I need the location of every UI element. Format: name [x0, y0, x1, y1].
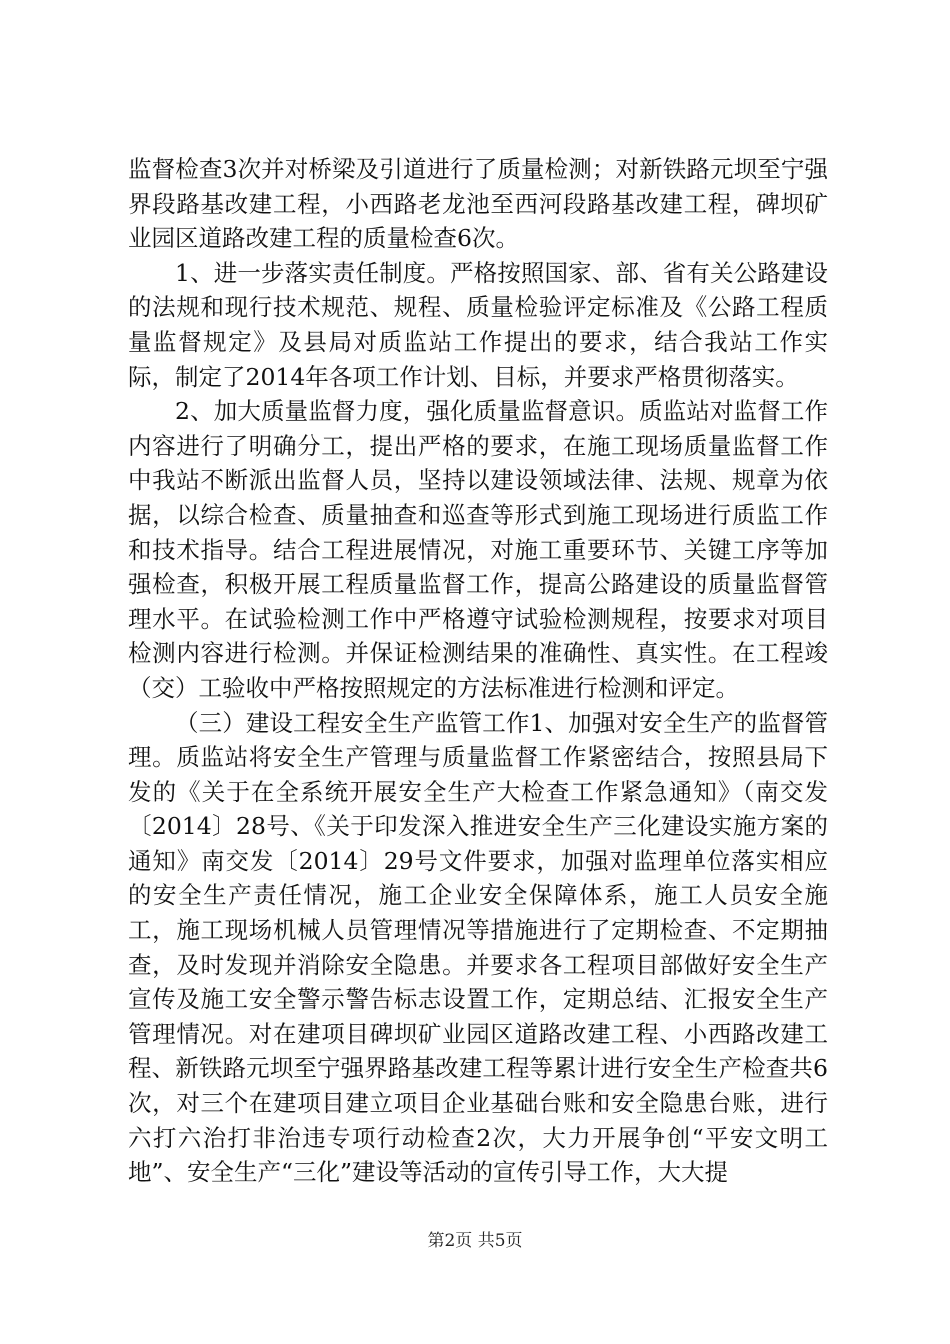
paragraph-quality-supervision: 2、加大质量监督力度，强化质量监督意识。质监站对监督工作内容进行了明确分工，提出严格的要求，在施工现场质量监督工作中我站不断派出监督人员，坚持以建设领域法律、法规、规章为依据，以综合检查、质量抽查和巡查等形式到施工现场进行质监工作和技术指导。结合工程进展情况，对施工重要环节、关键工序等加强检查，积极开展工程质量监督工作，提高公路建设的质量监督管理水平。在试验检测工作中严格遵守试验检测规程，按要求对项目检测内容进行检测。并保证检测结果的准确性、真实性。在工程竣（交）工验收中严格按照规定的方法标准进行检测和评定。 — [128, 397, 828, 702]
page-number-footer: 第2页 共5页 — [427, 1231, 523, 1251]
document-body — [128, 152, 828, 1190]
paragraph-continuation: 监督检查3次并对桥梁及引道进行了质量检测；对新铁路元坝至宁强界段路基改建工程，小西路老龙池至西河段路基改建工程，碑坝矿业园区道路改建工程的质量检查6次。 — [128, 155, 828, 253]
paragraph-responsibility: 1、进一步落实责任制度。严格按照国家、部、省有关公路建设的法规和现行技术规范、规程、质量检验评定标准及《公路工程质量监督规定》及县局对质监站工作提出的要求，结合我站工作实际，制定了2014年各项工作计划、目标，并要求严格贯彻落实。 — [128, 258, 828, 391]
paragraph-safety-production: （三）建设工程安全生产监管工作1、加强对安全生产的监督管理。质监站将安全生产管理与质量监督工作紧密结合，按照县局下发的《关于在全系统开展安全生产大检查工作紧急通知》（南交发〔2014〕28号、《关于印发深入推进安全生产三化建设实施方案的通知》南交发〔2014〕29号文件要求，加强对监理单位落实相应的安全生产责任情况，施工企业安全保障体系，施工人员安全施工，施工现场机械人员管理情况等措施进行了定期检查、不定期抽查，及时发现并消除安全隐患。并要求各工程项目部做好安全生产宣传及施工安全警示警告标志设置工作，定期总结、汇报安全生产管理情况。对在建项目碑坝矿业园区道路改建工程、小西路改建工程、新铁路元坝至宁强界路基改建工程等累计进行安全生产检查共6次，对三个在建项目建立项目企业基础台账和安全隐患台账，进行六打六治打非治违专项行动检查2次，大力开展争创“平安文明工地”、安全生产“三化”建设等活动的宣传引导工作，大大提 — [128, 708, 828, 1187]
